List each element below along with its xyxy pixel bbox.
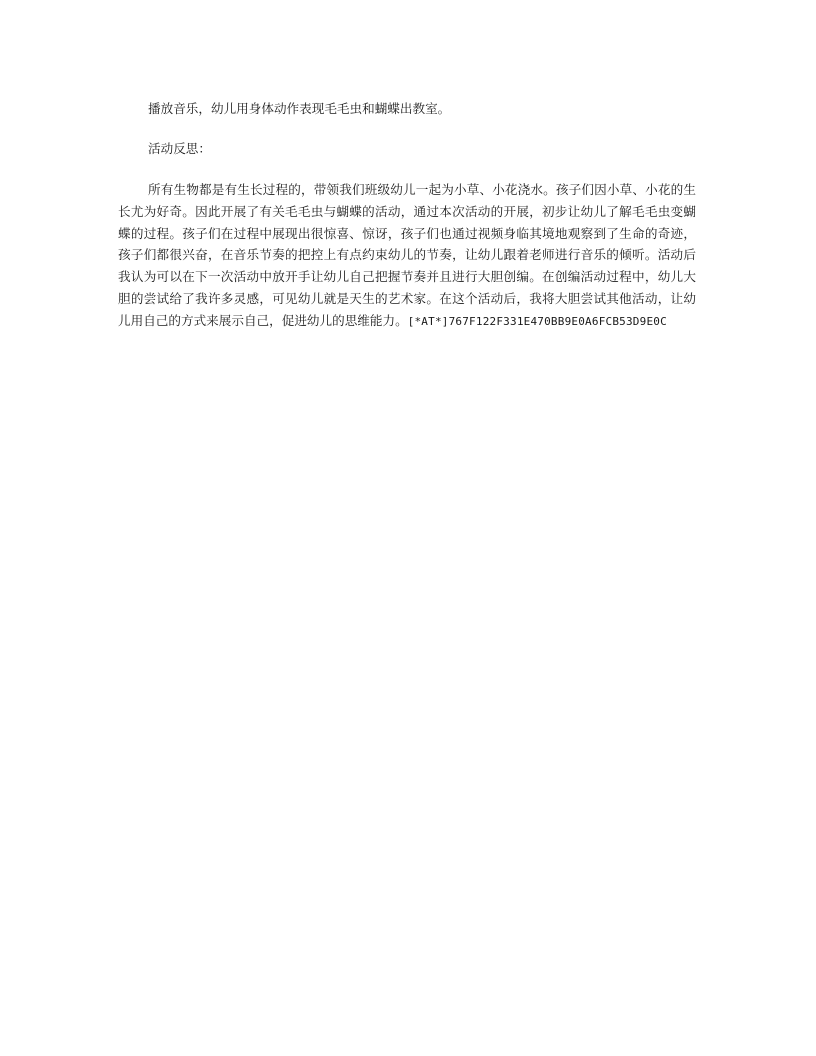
paragraph-reflection-body [118,179,696,333]
reflection-body-text: 所有生物都是有生长过程的，带领我们班级幼儿一起为小草、小花浇水。孩子们因小草、小花的生长尤为好奇。因此开展了有关毛毛虫与蝴蝶的活动，通过本次活动的开展，初步让幼儿了解毛毛虫变蝴蝶的过程。孩子们在过程中展现出很惊喜、惊讶，孩子们也通过视频身临其境地观察到了生命的奇迹，孩子们都很兴奋，在音乐节奏的把控上有点约束幼儿的节奏，让幼儿跟着老师进行音乐的倾听。活动后我认为可以在下一次活动中放开手让幼儿自己把握节奏并且进行大胆创编。在创编活动过程中，幼儿大胆的尝试给了我许多灵感，可见幼儿就是天生的艺术家。在这个活动后，我将大胆尝试其他活动，让幼儿用自己的方式来展示自己，促进幼儿的思维能力。 [118,182,696,328]
paragraph-reflection-heading: 活动反思： [148,141,211,156]
paragraph-music-activity: 播放音乐，幼儿用身体动作表现毛毛虫和蝴蝶出教室。 [148,101,451,116]
document-id-code: [*AT*]767F122F331E470BB9E0A6FCB53D9E0C [407,314,667,328]
